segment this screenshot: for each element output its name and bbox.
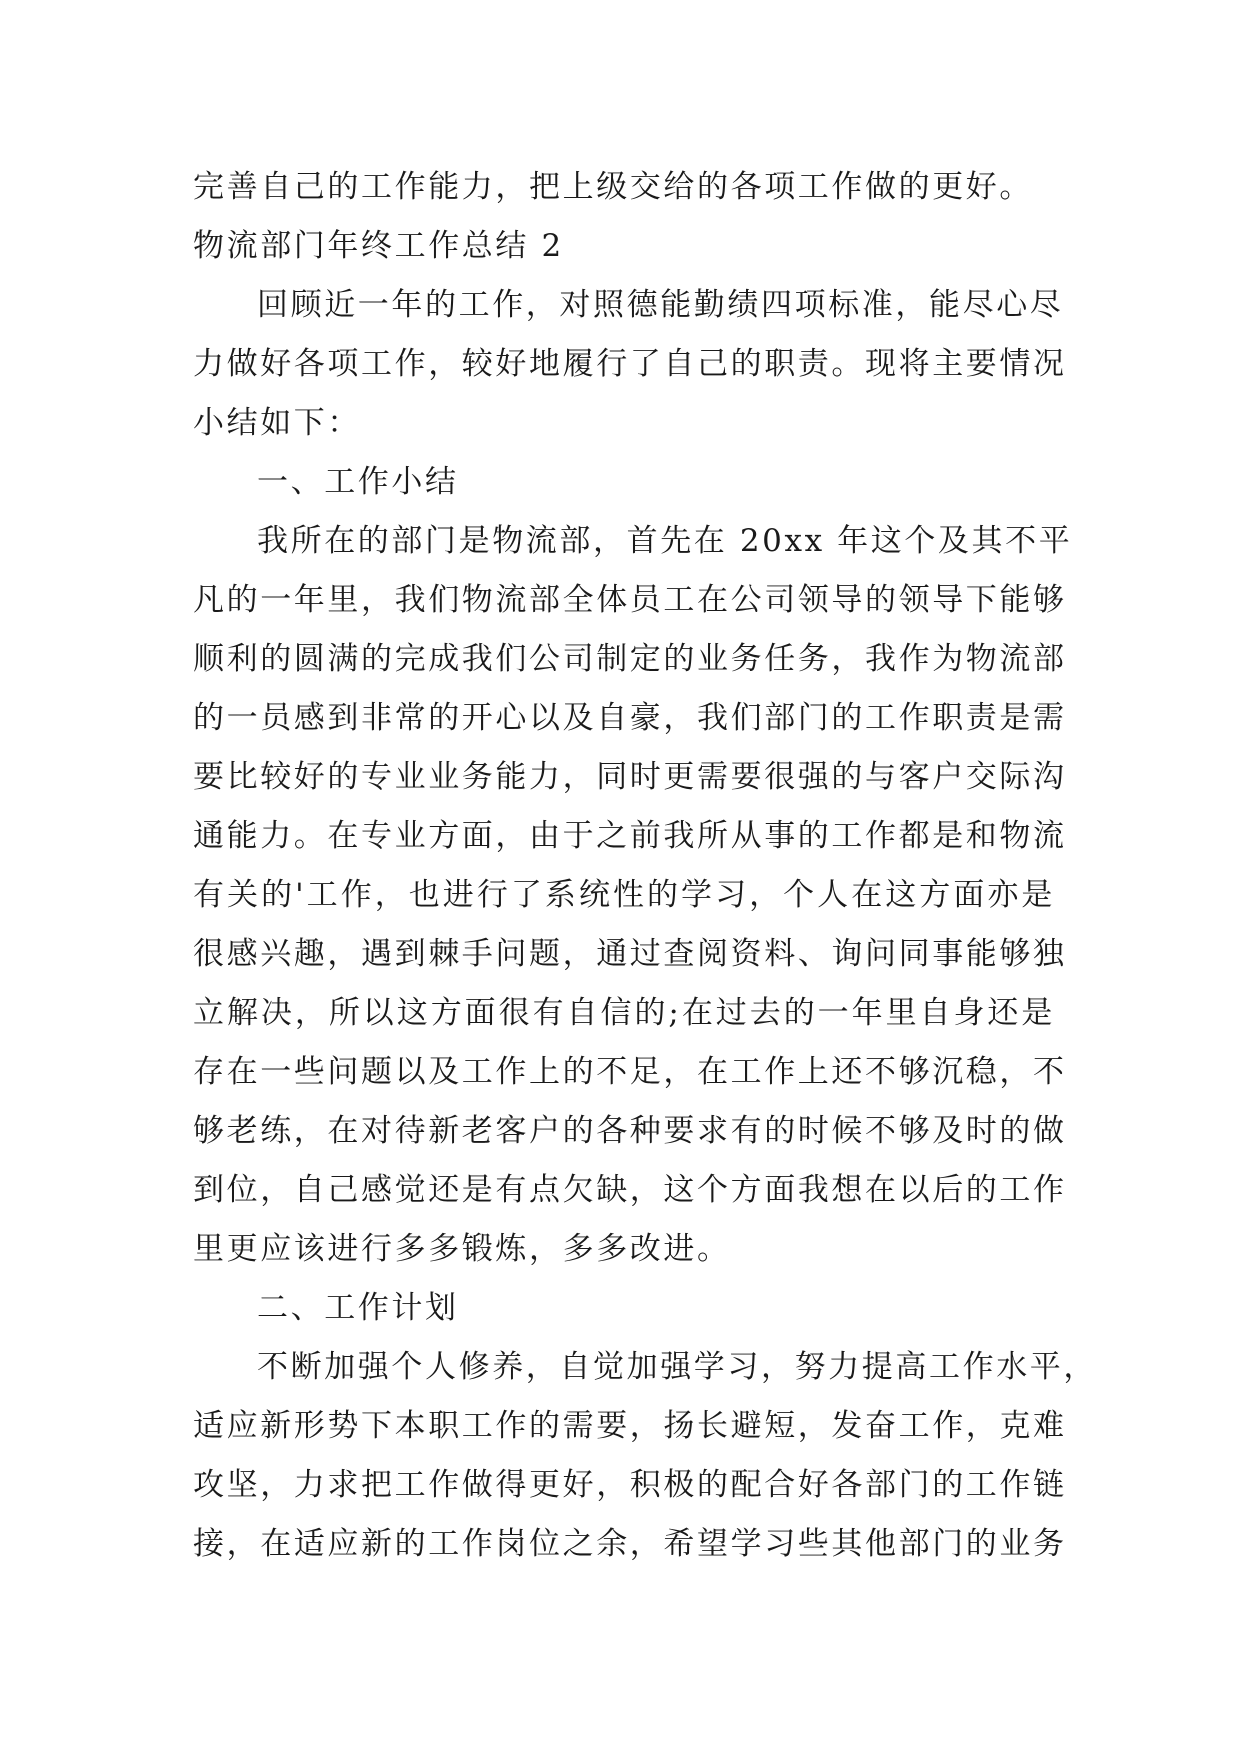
body-line: 回顾近一年的工作，对照德能勤绩四项标准，能尽心尽 <box>257 287 1064 323</box>
body-line: 里更应该进行多多锻炼，多多改进。 <box>193 1231 731 1267</box>
body-line: 顺利的圆满的完成我们公司制定的业务任务，我作为物流部 <box>193 641 1067 677</box>
body-line: 到位，自己感觉还是有点欠缺，这个方面我想在以后的工作 <box>193 1172 1067 1208</box>
body-line: 凡的一年里，我们物流部全体员工在公司领导的领导下能够 <box>193 582 1067 618</box>
body-line: 很感兴趣，遇到棘手问题，通过查阅资料、询问同事能够独 <box>193 936 1067 972</box>
body-line: 适应新形势下本职工作的需要，扬长避短，发奋工作，克难 <box>193 1408 1067 1444</box>
body-line: 接，在适应新的工作岗位之余，希望学习些其他部门的业务 <box>193 1526 1067 1562</box>
body-line: 存在一些问题以及工作上的不足，在工作上还不够沉稳，不 <box>193 1054 1067 1090</box>
body-line: 力做好各项工作，较好地履行了自己的职责。现将主要情况 <box>193 346 1067 382</box>
body-line: 我所在的部门是物流部，首先在 20xx 年这个及其不平 <box>257 523 1073 559</box>
section-title: 物流部门年终工作总结 2 <box>193 228 564 264</box>
body-line: 有关的'工作，也进行了系统性的学习，个人在这方面亦是 <box>193 877 1055 913</box>
body-line: 的一员感到非常的开心以及自豪，我们部门的工作职责是需 <box>193 700 1067 736</box>
body-line: 小结如下： <box>193 405 361 441</box>
subheading-work-plan: 二、工作计划 <box>257 1290 459 1326</box>
body-line: 通能力。在专业方面，由于之前我所从事的工作都是和物流 <box>193 818 1067 854</box>
body-line: 完善自己的工作能力，把上级交给的各项工作做的更好。 <box>193 169 1033 205</box>
body-line: 要比较好的专业业务能力，同时更需要很强的与客户交际沟 <box>193 759 1067 795</box>
body-line: 攻坚，力求把工作做得更好，积极的配合好各部门的工作链 <box>193 1467 1067 1503</box>
subheading-work-summary: 一、工作小结 <box>257 464 459 500</box>
document-page <box>193 158 1097 1574</box>
body-line: 够老练，在对待新老客户的各种要求有的时候不够及时的做 <box>193 1113 1067 1149</box>
body-line: 不断加强个人修养，自觉加强学习，努力提高工作水平， <box>257 1349 1097 1385</box>
body-line: 立解决，所以这方面很有自信的;在过去的一年里自身还是 <box>193 995 1055 1031</box>
